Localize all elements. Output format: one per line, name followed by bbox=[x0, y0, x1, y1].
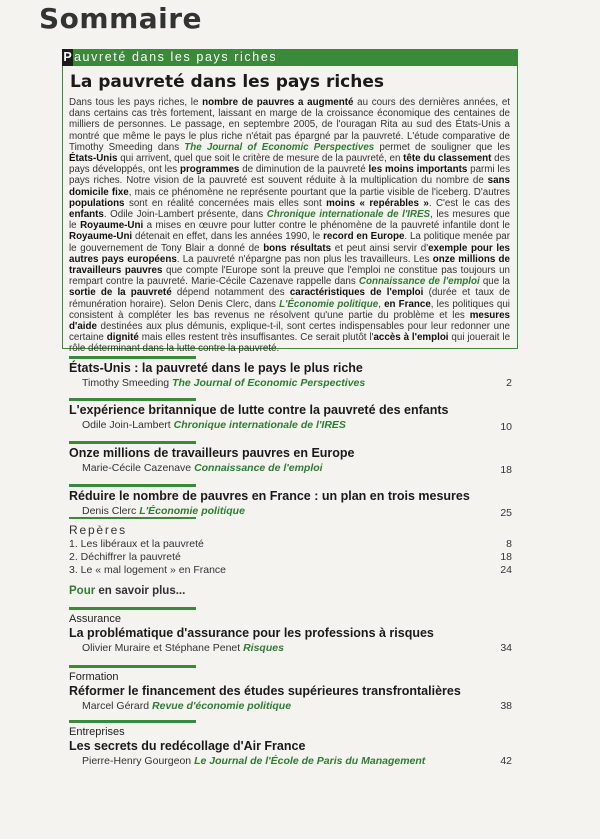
section-heading: La pauvreté dans les pays riches bbox=[70, 72, 384, 92]
reperes-item[interactable]: 2. Déchiffrer la pauvreté bbox=[69, 551, 181, 563]
intro-bold: nombre de pauvres a augmenté bbox=[202, 97, 354, 108]
intro-text: des pays développés, ont les bbox=[69, 153, 510, 176]
band-initial: P bbox=[63, 50, 72, 64]
reperes-heading: Repères bbox=[69, 523, 127, 537]
intro-source: The Journal of Economic Perspectives bbox=[184, 141, 375, 153]
band-label: auvreté dans les pays riches bbox=[74, 50, 278, 64]
reperes-page: 18 bbox=[500, 551, 512, 563]
reperes-item[interactable]: 3. Le « mal logement » en France bbox=[69, 564, 227, 576]
intro-text: . La pauvreté n'épargne pas non plus les travailleurs. Les bbox=[176, 253, 433, 265]
intro-text: parmi les pays riches. Notre vision de la pauvreté est souvent réduite à la multiplication du nombre de bbox=[69, 164, 510, 187]
more-byline bbox=[82, 755, 425, 767]
intro-text: qui jouerait le rôle déterminant dans la lutte contre la pauvreté. bbox=[69, 332, 511, 355]
entry-byline bbox=[82, 419, 346, 431]
more-source: Le Journal de l'École de Paris du Management bbox=[194, 755, 426, 767]
entry-author: Marie-Cécile Cazenave bbox=[82, 462, 192, 474]
entry-title[interactable]: Onze millions de travailleurs pauvres en Europe bbox=[69, 446, 355, 460]
more-page: 38 bbox=[500, 700, 512, 712]
intro-text: et peut ainsi servir d' bbox=[331, 242, 429, 254]
intro-bold: sans domicile fixe bbox=[69, 175, 510, 198]
more-category: Assurance bbox=[69, 613, 121, 625]
intro-bold: enfants bbox=[69, 209, 104, 221]
intro-bold: exemple pour les autres pays européens bbox=[69, 242, 511, 265]
entry-page: 2 bbox=[506, 377, 512, 389]
more-byline bbox=[82, 642, 284, 654]
entry-source: L'Économie politique bbox=[139, 505, 245, 517]
entry-rule bbox=[69, 356, 196, 359]
entry-byline bbox=[82, 505, 245, 517]
entry-source: Chronique internationale de l'IRES bbox=[173, 419, 346, 431]
more-byline bbox=[82, 700, 291, 712]
intro-bold: en France bbox=[384, 298, 431, 310]
entry-title[interactable]: L'expérience britannique de lutte contre la pauvreté des enfants bbox=[69, 403, 449, 417]
more-rule bbox=[69, 665, 196, 668]
intro-paragraph bbox=[69, 97, 510, 355]
reperes-rule bbox=[69, 517, 196, 519]
entry-author: Timothy Smeeding bbox=[82, 377, 170, 389]
more-rule bbox=[69, 720, 196, 723]
reperes-item[interactable]: 1. Les libéraux et la pauvreté bbox=[69, 538, 204, 550]
intro-source: Chronique internationale de l'IRES bbox=[266, 209, 431, 221]
entry-source: Connaissance de l'emploi bbox=[194, 462, 323, 474]
intro-text: que compte l'Europe sont la preuve que l'emploi ne constitue pas toujours un rempart contre la pauvreté. Marie-Cécile Cazenave rappelle dans bbox=[69, 265, 510, 288]
intro-text: (durée et taux de rémunération horaire). Selon Denis Clerc, dans bbox=[69, 287, 510, 310]
intro-bold: bons résultats bbox=[263, 242, 332, 254]
intro-bold: populations bbox=[69, 197, 125, 209]
entry-page: 10 bbox=[500, 421, 512, 433]
pour-first: Pour bbox=[69, 585, 96, 597]
intro-text: sont en réalité concernées mais elles sont bbox=[124, 197, 327, 209]
intro-bold: record en Europe bbox=[323, 231, 405, 243]
intro-text: au cours des dernières années, et dans certains cas très fortement, laissant en marge de la croissance économique des centaines de milliers de personnes. Le passage, en septembre 2005, de l'ouragan Rita au sud des États-Unis a montré que même le pays le plus riche n'était pas épargné par la pauvreté. L'étude comparative de Timothy Smeeding dans bbox=[69, 97, 510, 153]
entry-title[interactable]: États-Unis : la pauvreté dans le pays le plus riche bbox=[69, 361, 363, 375]
entry-rule bbox=[69, 484, 196, 487]
more-author: Olivier Muraire et Stéphane Penet bbox=[82, 642, 241, 654]
more-source: Risques bbox=[243, 642, 284, 654]
intro-text: a mises en œuvre pour lutter contre le phénomène de la pauvreté infantile dont le bbox=[143, 220, 510, 232]
more-source: Revue d'économie politique bbox=[152, 700, 292, 712]
intro-bold: onze millions de travailleurs pauvres bbox=[69, 253, 510, 277]
intro-text: , mais ce phénomène ne représente pourtant que la partie visible de l'iceberg. D'autres bbox=[128, 186, 510, 198]
intro-bold: moins « repérables » bbox=[326, 197, 429, 209]
intro-bold: sortie de la pauvreté bbox=[69, 287, 172, 299]
entry-author: Denis Clerc bbox=[82, 505, 137, 517]
entry-source: The Journal of Economic Perspectives bbox=[172, 377, 366, 389]
page-title: Sommaire bbox=[39, 2, 203, 35]
intro-bold: caractéristiques de l'emploi bbox=[289, 287, 424, 299]
intro-source: Connaissance de l'emploi bbox=[358, 276, 480, 288]
intro-bold: Royaume-Uni bbox=[69, 231, 133, 243]
intro-text: permet de souligner que les bbox=[374, 141, 510, 153]
intro-source: L'Économie politique bbox=[279, 298, 379, 310]
intro-bold: mesures d'aide bbox=[69, 309, 510, 333]
pour-heading bbox=[69, 585, 185, 597]
intro-text: , bbox=[378, 298, 385, 310]
more-category: Formation bbox=[69, 671, 119, 683]
entry-rule bbox=[69, 398, 196, 401]
entry-byline bbox=[82, 377, 365, 389]
intro-text: détenait en effet, dans les années 1990, le bbox=[132, 231, 324, 243]
intro-text: mais elles restent très insuffisantes. Ce serait plutôt l' bbox=[138, 332, 374, 344]
intro-text: de diminution de la pauvreté bbox=[239, 164, 369, 176]
intro-text: Dans tous les pays riches, le bbox=[69, 97, 203, 108]
more-page: 42 bbox=[500, 755, 512, 767]
more-title[interactable]: Réformer le financement des études supérieures transfrontalières bbox=[69, 684, 461, 698]
intro-bold: dignité bbox=[106, 332, 139, 344]
intro-bold: tête du classement bbox=[403, 153, 492, 165]
reperes-page: 24 bbox=[500, 564, 512, 576]
intro-text: que la bbox=[479, 276, 510, 288]
reperes-page: 8 bbox=[506, 538, 512, 550]
intro-text: . La politique menée par le gouvernement de Tony Blair a donné de bbox=[69, 231, 510, 254]
more-author: Marcel Gérard bbox=[82, 700, 150, 712]
intro-text: , les mesures que le bbox=[69, 209, 510, 232]
intro-text: destinées aux plus démunis, explique-t-il, sont certes indispensables pour leur redonner une certaine bbox=[69, 321, 510, 344]
intro-text: . C'est le cas des bbox=[428, 197, 510, 209]
intro-bold: États-Unis bbox=[69, 153, 118, 165]
entry-page: 25 bbox=[500, 507, 512, 519]
more-author: Pierre-Henry Gourgeon bbox=[82, 755, 192, 767]
section-band bbox=[62, 49, 518, 66]
entry-title[interactable]: Réduire le nombre de pauvres en France : un plan en trois mesures bbox=[69, 489, 470, 503]
entry-rule bbox=[69, 441, 196, 444]
more-rule bbox=[69, 607, 196, 610]
entry-page: 18 bbox=[500, 464, 512, 476]
pour-rest: en savoir plus... bbox=[95, 585, 186, 597]
intro-text: . Odile Join-Lambert présente, dans bbox=[103, 209, 267, 221]
more-title[interactable]: La problématique d'assurance pour les professions à risques bbox=[69, 626, 434, 640]
intro-bold: programmes bbox=[180, 164, 240, 176]
entry-author: Odile Join-Lambert bbox=[82, 419, 171, 431]
entry-byline bbox=[82, 462, 323, 474]
intro-text: qui arrivent, quel que soit le critère de mesure de la pauvreté, en bbox=[117, 153, 404, 165]
intro-bold: les moins importants bbox=[368, 164, 468, 176]
more-page: 34 bbox=[500, 642, 512, 654]
more-title[interactable]: Les secrets du redécollage d'Air France bbox=[69, 739, 306, 753]
intro-bold: Royaume-Uni bbox=[80, 220, 144, 232]
more-category: Entreprises bbox=[69, 726, 125, 738]
intro-text: dépend notamment des bbox=[171, 287, 290, 299]
intro-bold: accès à l'emploi bbox=[373, 332, 449, 344]
intro-text: , les politiques qui consistent à compléter les bas revenus ne résolvent qu'une partie du problème et les bbox=[69, 298, 510, 321]
